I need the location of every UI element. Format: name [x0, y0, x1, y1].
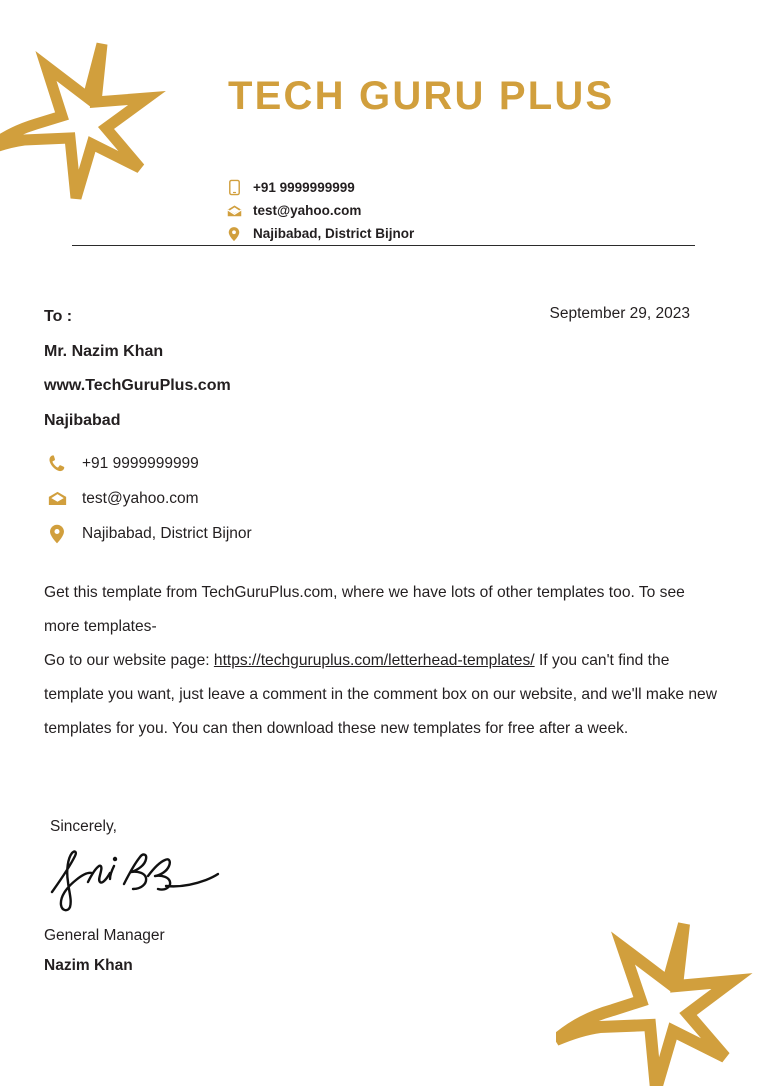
location-pin-icon	[224, 225, 244, 243]
header-contact-address	[224, 222, 414, 245]
header-contact-phone	[224, 176, 414, 199]
header-email-text: test@yahoo.com	[253, 203, 362, 218]
star-decoration-bottom-right	[556, 918, 768, 1086]
telephone-handset-icon	[44, 452, 70, 476]
body-paragraph-2-prefix: Go to our website page:	[44, 652, 214, 669]
recipient-contact-phone	[44, 446, 464, 481]
recipient-contact-list	[44, 446, 464, 551]
letterhead-header	[0, 0, 768, 250]
recipient-contact-email	[44, 481, 464, 516]
recipient-phone-text: +91 9999999999	[82, 454, 199, 472]
envelope-icon	[44, 487, 70, 511]
envelope-icon	[224, 202, 244, 220]
header-divider	[72, 245, 695, 246]
letter-body	[44, 576, 724, 746]
handwritten-signature-icon	[48, 842, 223, 914]
header-contact-email	[224, 199, 414, 222]
location-pin-icon	[44, 522, 70, 546]
signature-role: General Manager	[44, 927, 165, 944]
to-label: To :	[44, 308, 73, 325]
recipient-address-text: Najibabad, District Bijnor	[82, 524, 252, 542]
recipient-name: Mr. Nazim Khan	[44, 342, 164, 360]
recipient-email-text: test@yahoo.com	[82, 489, 199, 507]
recipient-website: www.TechGuruPlus.com	[44, 377, 231, 394]
letter-date: September 29, 2023	[549, 305, 690, 322]
recipient-contact-address	[44, 516, 464, 551]
body-paragraph-1: Get this template from TechGuruPlus.com, where we have lots of other templates too. To see more templates-	[44, 584, 685, 635]
recipient-city: Najibabad	[44, 411, 121, 429]
header-address-text: Najibabad, District Bijnor	[253, 226, 415, 241]
body-paragraph-2-suffix: If you can't find the template you want, just leave a comment in the comment box on our website, and we'll make new templates for you. You can then download these new templates for free after a week.	[44, 652, 717, 737]
signature-block	[44, 818, 404, 981]
brand-title: TECH GURU PLUS	[228, 74, 615, 118]
template-page-link[interactable]: https://techguruplus.com/letterhead-templates/	[213, 652, 535, 669]
signature-name: Nazim Khan	[44, 957, 133, 974]
signature-closing: Sincerely,	[50, 818, 117, 835]
recipient-block	[44, 300, 464, 551]
mobile-phone-icon	[224, 179, 244, 197]
header-contact-list	[224, 176, 414, 245]
header-phone-text: +91 9999999999	[253, 180, 355, 195]
